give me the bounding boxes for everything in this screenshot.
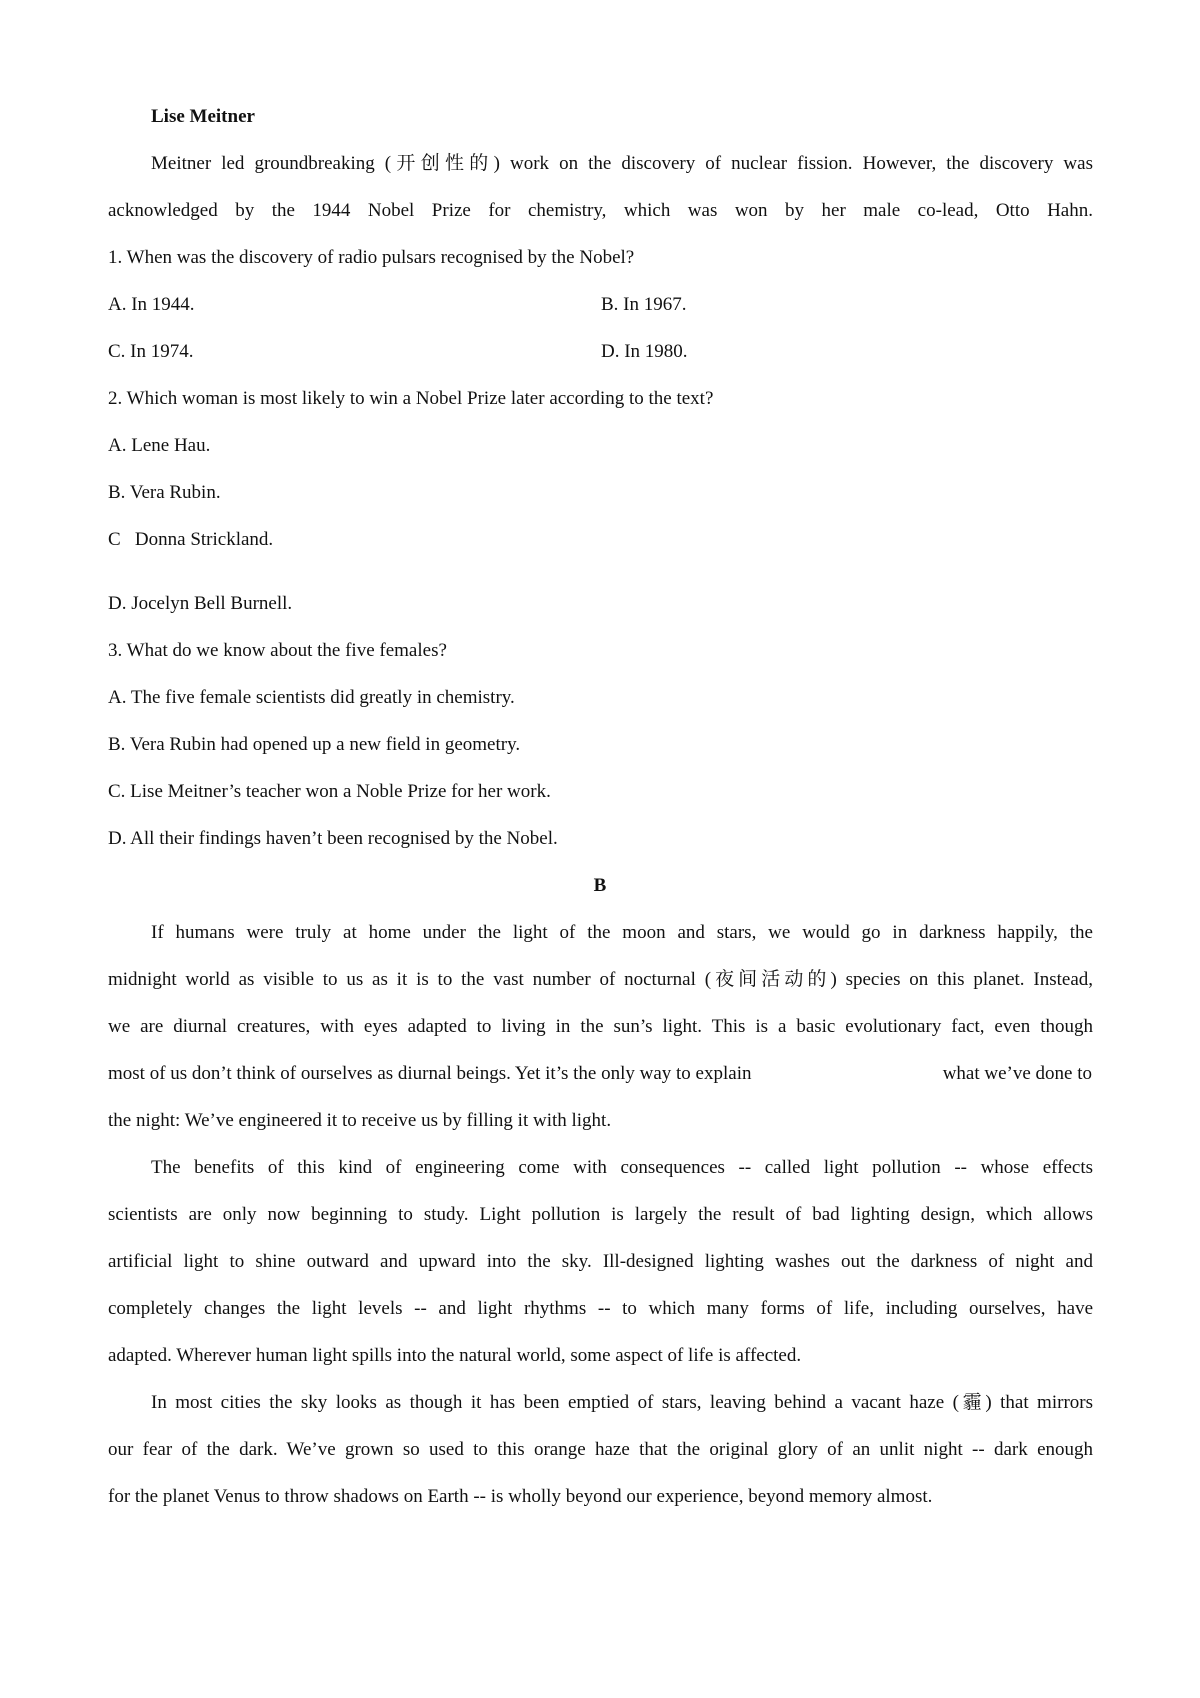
paragraph-line: scientists are only now beginning to study. Light pollution is largely the result of bad lighting design, which allows (108, 1204, 1093, 1225)
answer-option: C. Lise Meitner’s teacher won a Noble Prize for her work. (108, 781, 551, 802)
paragraph-line: midnight world as visible to us as it is to the vast number of nocturnal (夜间活动的) species on this planet. Instead, (108, 969, 1093, 990)
answer-option: A. The five female scientists did greatly in chemistry. (108, 687, 515, 708)
paragraph-line (108, 1064, 752, 1083)
paragraph-line: adapted. Wherever human light spills into the natural world, some aspect of life is affected. (108, 1345, 802, 1366)
paragraph-line: If humans were truly at home under the light of the moon and stars, we would go in darkness happily, the (151, 922, 1093, 943)
answer-option: B. Vera Rubin had opened up a new field in geometry. (108, 734, 521, 755)
section-label: B (593, 875, 607, 896)
answer-option: A. Lene Hau. (108, 435, 211, 456)
answer-option: B. Vera Rubin. (108, 482, 221, 503)
paragraph-line: for the planet Venus to throw shadows on Earth -- is wholly beyond our experience, beyond memory almost. (108, 1486, 933, 1507)
paragraph-line: The benefits of this kind of engineering come with consequences -- called light pollution -- whose effects (151, 1157, 1093, 1178)
paragraph-line: completely changes the light levels -- and light rhythms -- to which many forms of life, including ourselves, have (108, 1298, 1093, 1319)
paragraph-line: our fear of the dark. We’ve grown so used to this orange haze that the original glory of an unlit night -- dark enough (108, 1439, 1093, 1460)
question-stem: 3. What do we know about the five females? (108, 640, 447, 661)
paragraph-line: In most cities the sky looks as though it has been emptied of stars, leaving behind a vacant haze (霾) that mirrors (151, 1392, 1093, 1413)
question-stem: 2. Which woman is most likely to win a Nobel Prize later according to the text? (108, 388, 714, 409)
paragraph-line-end: what we’ve done to (942, 1063, 1092, 1084)
paragraph-line-start: most of us don’t think of ourselves as diurnal beings. Yet it’s the only way to explain (108, 1063, 752, 1084)
answer-option: C. In 1974. (108, 341, 194, 362)
answer-option: D. All their findings haven’t been recognised by the Nobel. (108, 828, 558, 849)
section-heading: Lise Meitner (151, 106, 255, 127)
paragraph-line: Meitner led groundbreaking (开创性的) work on the discovery of nuclear fission. However, the discovery was (151, 153, 1093, 174)
answer-option: A. In 1944. (108, 294, 195, 315)
question-stem: 1. When was the discovery of radio pulsars recognised by the Nobel? (108, 247, 635, 268)
paragraph-line: we are diurnal creatures, with eyes adapted to living in the sun’s light. This is a basic evolutionary fact, even though (108, 1016, 1093, 1037)
paragraph-line: artificial light to shine outward and upward into the sky. Ill-designed lighting washes out the darkness of night and (108, 1251, 1093, 1272)
answer-option: D. In 1980. (601, 341, 688, 362)
answer-option: B. In 1967. (601, 294, 687, 315)
answer-option: C Donna Strickland. (108, 529, 274, 550)
paragraph-line: the night: We’ve engineered it to receive us by filling it with light. (108, 1110, 612, 1131)
answer-option: D. Jocelyn Bell Burnell. (108, 593, 293, 614)
paragraph-line: acknowledged by the 1944 Nobel Prize for chemistry, which was won by her male co-lead, Otto Hahn. (108, 200, 1093, 221)
